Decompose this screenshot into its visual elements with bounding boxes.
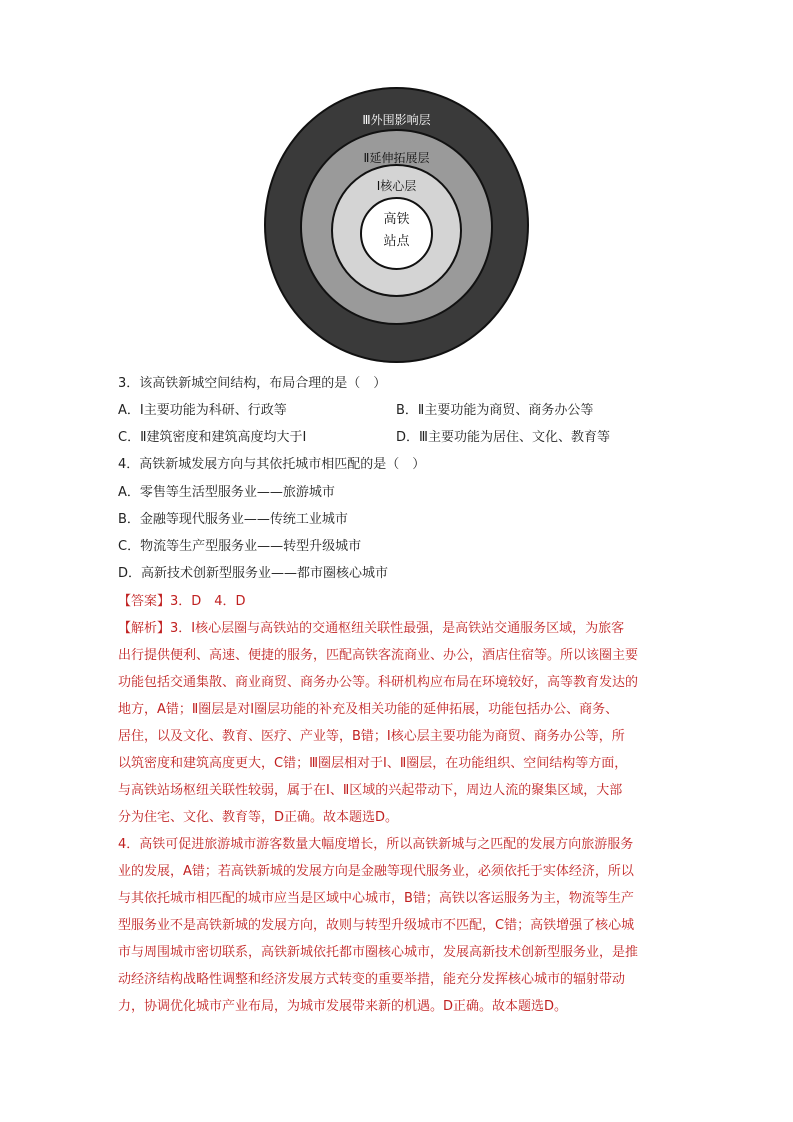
- analysis-4-line: 与其依托城市相匹配的城市应当是区域中心城市，B错；高铁以客运服务为主，物流等生产: [118, 891, 634, 906]
- analysis-4-line: 力，协调优化城市产业布局，为城市发展带来新的机遇。D正确。故本题选D。: [118, 999, 568, 1014]
- analysis-3-line: 分为住宅、文化、教育等，D正确。故本题选D。: [118, 810, 399, 825]
- analysis-3-line: 与高铁站场枢纽关联性较弱，属于在Ⅰ、Ⅱ区域的兴起带动下，周边人流的聚集区域，大部: [118, 783, 623, 798]
- analysis-4-line: 市与周围城市密切联系，高铁新城依托都市圈核心城市，发展高新技术创新型服务业，是推: [118, 945, 639, 960]
- analysis-3-line: 【解析】3．Ⅰ核心层圈与高铁站的交通枢纽关联性最强，是高铁站交通服务区域，为旅客: [118, 621, 625, 636]
- question-4-option-c: C．物流等生产型服务业——转型升级城市: [118, 539, 362, 554]
- analysis-4-line: 型服务业不是高铁新城的发展方向，故则与转型升级城市不匹配，C错；高铁增强了核心城: [118, 918, 635, 933]
- analysis-3-line: 地方，A错；Ⅱ圈层是对Ⅰ圈层功能的补充及相关功能的延伸拓展，功能包括办公、商务、: [118, 702, 619, 717]
- question-3-option-a: A．Ⅰ主要功能为科研、行政等: [118, 403, 287, 418]
- analysis-3-line: 居住，以及文化、教育、医疗、产业等，B错；Ⅰ核心层主要功能为商贸、商务办公等，所: [118, 729, 625, 744]
- question-4-option-a: A．零售等生活型服务业——旅游城市: [118, 485, 335, 500]
- question-4-stem: 4．高铁新城发展方向与其依托城市相匹配的是（ ）: [118, 457, 426, 472]
- answer-line: 【答案】3．D 4．D: [118, 594, 246, 609]
- question-3-stem: 3．该高铁新城空间结构，布局合理的是（ ）: [118, 376, 387, 391]
- question-3-option-b: B．Ⅱ主要功能为商贸、商务办公等: [396, 403, 594, 418]
- concentric-ring-diagram: [264, 87, 529, 363]
- question-3-option-c: C．Ⅱ建筑密度和建筑高度均大于Ⅰ: [118, 430, 307, 445]
- analysis-3-line: 出行提供便利、高速、便捷的服务，匹配高铁客流商业、办公，酒店住宿等。所以该圈主要: [118, 648, 639, 663]
- analysis-3-line: 以筑密度和建筑高度更大，C错；Ⅲ圈层相对于Ⅰ、Ⅱ圈层，在功能组织、空间结构等方面，: [118, 756, 628, 771]
- center-label: [360, 209, 433, 253]
- analysis-3-line: 功能包括交通集散、商业商贸、商务办公等。科研机构应布局在环境较好，高等教育发达的: [118, 675, 639, 690]
- question-3-option-d: D．Ⅲ主要功能为居住、文化、教育等: [396, 430, 610, 445]
- analysis-4-line: 业的发展，A错；若高铁新城的发展方向是金融等现代服务业，必须依托于实体经济，所以: [118, 864, 634, 879]
- analysis-4-line: 4．高铁可促进旅游城市游客数量大幅度增长，所以高铁新城与之匹配的发展方向旅游服务: [118, 837, 634, 852]
- inner-ring-label: Ⅰ核心层: [376, 179, 417, 193]
- center-label-line1: 高铁: [383, 212, 410, 227]
- question-4-option-b: B．金融等现代服务业——传统工业城市: [118, 512, 348, 527]
- question-4-option-d: D．高新技术创新型服务业——都市圈核心城市: [118, 566, 389, 581]
- middle-ring-label: Ⅱ延伸拓展层: [363, 151, 430, 165]
- outer-ring-label: Ⅲ外围影响层: [362, 113, 431, 127]
- analysis-4-line: 动经济结构战略性调整和经济发展方式转变的重要举措，能充分发挥核心城市的辐射带动: [118, 972, 626, 987]
- center-label-line2: 站点: [383, 234, 410, 249]
